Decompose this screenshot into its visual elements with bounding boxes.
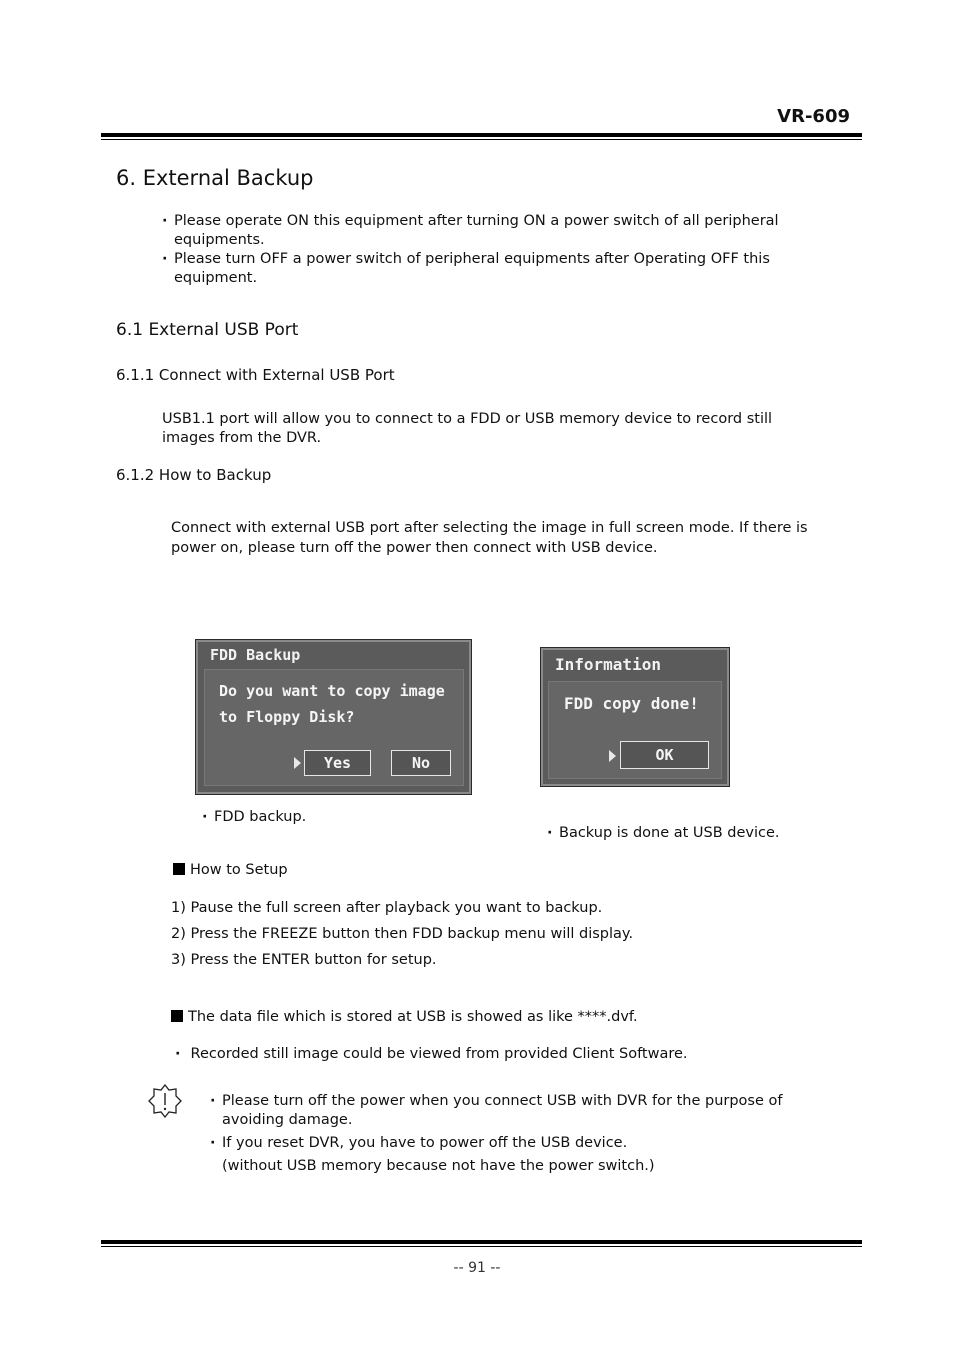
- intro-bullet-1: · Please operate ON this equipment after turning ON a power switch of all peripheral equipments.: [162, 212, 812, 250]
- header-rule: [101, 133, 862, 137]
- subsection-title-6-1-1: 6.1.1 Connect with External USB Port: [116, 366, 395, 384]
- fdd-dialog-caption: · FDD backup.: [202, 809, 954, 825]
- warning-bullet-2: · If you reset DVR, you have to power off the USB device.: [210, 1134, 820, 1153]
- footer-rule: [101, 1240, 862, 1244]
- setup-step-1: 1) Pause the full screen after playback you want to backup.: [171, 900, 603, 916]
- data-file-note: [171, 1009, 638, 1025]
- info-dialog-caption: · Backup is done at USB device.: [547, 825, 954, 841]
- information-dialog: [540, 647, 730, 787]
- client-software-note-text: Recorded still image could be viewed from provided Client Software.: [190, 1046, 688, 1062]
- ok-button[interactable]: OK: [620, 741, 709, 769]
- client-software-note: · Recorded still image could be viewed from provided Client Software.: [175, 1046, 688, 1062]
- header-rule-thin: [101, 139, 862, 140]
- document-model-label: VR-609: [777, 106, 850, 127]
- intro-bullets: [162, 212, 812, 288]
- square-bullet-icon: [171, 1010, 183, 1022]
- footer-rule-thin: [101, 1246, 862, 1247]
- intro-bullet-2: · Please turn OFF a power switch of peripheral equipments after Operating OFF this equipment.: [162, 250, 812, 288]
- info-dialog-message: FDD copy done!: [564, 694, 699, 713]
- setup-step-2: 2) Press the FREEZE button then FDD backup menu will display.: [171, 926, 634, 942]
- section-title: 6. External Backup: [116, 166, 314, 190]
- warning-bullet-1: · Please turn off the power when you connect USB with DVR for the purpose of avoiding damage.: [210, 1092, 820, 1130]
- fdd-dialog-line1: Do you want to copy image: [219, 682, 445, 700]
- warning-bullets: [210, 1092, 820, 1176]
- setup-step-3: 3) Press the ENTER button for setup.: [171, 952, 437, 968]
- selection-arrow-icon: [294, 757, 301, 769]
- warning-icon: [148, 1084, 182, 1118]
- info-dialog-title: Information: [555, 655, 661, 674]
- setup-heading-text: How to Setup: [190, 862, 288, 878]
- square-bullet-icon: [173, 863, 185, 875]
- usb-port-text: USB1.1 port will allow you to connect to a FDD or USB memory device to record still images from the DVR.: [162, 411, 773, 446]
- how-to-backup-text: Connect with external USB port after selecting the image in full screen mode. If there is power on, please turn off the power then connect with USB device.: [171, 520, 808, 556]
- page-number: -- 91 --: [453, 1260, 501, 1276]
- fdd-dialog-title: FDD Backup: [210, 646, 301, 664]
- fdd-backup-dialog: [195, 639, 472, 795]
- no-button[interactable]: No: [391, 750, 451, 776]
- setup-heading: [173, 862, 288, 878]
- subsection-title-6-1-2: 6.1.2 How to Backup: [116, 466, 272, 484]
- fdd-dialog-line2: to Floppy Disk?: [219, 708, 355, 726]
- setup-steps: [171, 900, 633, 978]
- selection-arrow-icon: [609, 750, 616, 762]
- warning-paren-note: (without USB memory because not have the power switch.): [222, 1158, 655, 1174]
- data-file-note-text: The data file which is stored at USB is showed as like ****.dvf.: [188, 1009, 638, 1025]
- yes-button[interactable]: Yes: [304, 750, 371, 776]
- subsection-title-6-1: 6.1 External USB Port: [116, 320, 299, 340]
